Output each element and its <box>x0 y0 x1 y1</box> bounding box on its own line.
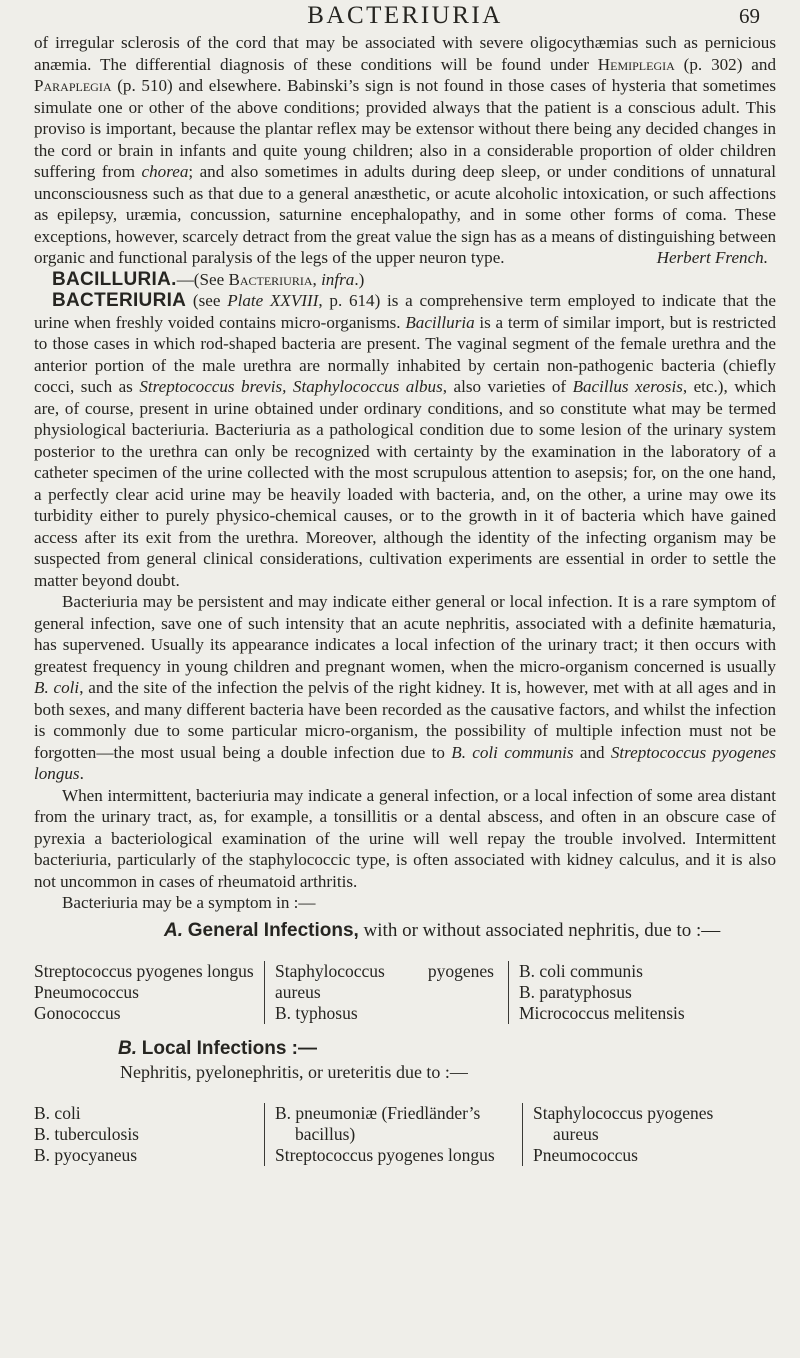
organism-item: B. paratyphosus <box>519 982 632 1002</box>
organism-item: Streptococcus pyogenes longus <box>275 1145 495 1165</box>
organism-item: Staphylococcus pyogenes aureus <box>275 961 494 1002</box>
text-run: . <box>79 764 84 783</box>
page-number: 69 <box>739 4 760 28</box>
text-run: is a term of similar import, but is restricted to those cases in which rod-shaped bacteria are present. The vaginal segment of the female urethra and the anterior portion of the male urethra are normally inhabited by certain non-pathogenic bacteria (chiefly cocci, such as <box>34 312 776 396</box>
text-run: , etc.), which are, of course, present in urine obtained under ordinary conditions, and so constitute what may be termed physiological bacteriuria. Bacteriuria as a pathological condition due to some lesion of the urinary system posterior to the urethra can only be recognized with certainty by the examination in the laboratory of a catheter specimen of the urine collected with the most scrupulous attention to asepsis; for, on the one hand, a perfectly clear acid urine may be heavily loaded with bacteria, and, on the other, a urine may owe its turbidity either to purely physico-chemical causes, or to the growth in it of bacteria which have gained access after its exit from the urethra. Moreover, although the identity of the infecting organism may be suspected from general clinical considerations, cultivation experiments are essential in order to settle the matter beyond doubt. <box>34 377 776 590</box>
section-a-heading <box>34 920 776 942</box>
section-b-heading <box>34 1038 776 1060</box>
organism-column <box>264 1103 522 1166</box>
section-b-label: B. <box>118 1038 137 1059</box>
text-run: (p. 302) and <box>674 54 776 74</box>
text-run: , p. 614) is a comprehensive term employed to indicate that the urine when freshly voided contains micro-organisms. <box>34 291 777 332</box>
paragraph-intermittent <box>34 785 776 893</box>
entry-bacilluria <box>34 269 776 291</box>
text-run: Bacteriuria may be a symptom in :— <box>62 893 316 912</box>
organism-item: B. pyocyaneus <box>34 1145 138 1165</box>
section-a-label: A. <box>164 919 183 941</box>
headword-bacilluria: BACILLURIA. <box>52 268 177 290</box>
term-b-coli: B. coli <box>34 678 80 697</box>
cross-reference-paraplegia: Paraplegia <box>34 76 112 95</box>
organism-item: bacillus) <box>295 1124 356 1144</box>
text-run: —(See <box>176 269 229 289</box>
term-infra: infra <box>321 269 355 289</box>
organism-item: B. tuberculosis <box>34 1124 139 1144</box>
organism-item: Micrococcus melitensis <box>519 1003 685 1023</box>
text-run: When intermittent, bacteriuria may indicate a general infection, or a local infection of some area distant from the urinary tract, as, for example, a tonsillitis or a dental abscess, and often in an obscure case of pyrexia a bacteriological examination of the urine will well repay the trouble involved. Intermittent bacteriuria, particularly of the staphylococcic type, is often associated with kidney calculus, and it is also not uncommon in cases of rheumatoid arthritis. <box>34 785 776 891</box>
organism-column <box>522 1103 748 1166</box>
article-body <box>34 32 776 1166</box>
intro-paragraph <box>34 32 776 269</box>
text-run: , also varieties of <box>442 377 573 396</box>
cross-reference-bacteriuria: Bacteriuria <box>228 269 313 289</box>
organism-item: Gonococcus <box>34 1003 121 1023</box>
section-b-title: Local Infections :— <box>141 1038 317 1059</box>
section-a-title: General Infections, <box>187 919 359 941</box>
text-run: (p. 510) and elsewhere. Babinski’s sign is not found in those cases of hysteria that sometimes simulate one or other of the above conditions; provided always that the patient is a conscious adult. This proviso is important, because the plantar reflex may be extensor without there being any decided changes in the cord or brain in infants and quite young children; also in a considerable proportion of older children suffering from <box>34 76 776 181</box>
organism-item: B. coli communis <box>519 961 643 981</box>
organism-item: Pneumococcus <box>533 1145 638 1165</box>
term-b-coli-communis: B. coli communis <box>451 742 574 762</box>
author-signature: Herbert French. <box>656 248 768 267</box>
organism-item: B. coli <box>34 1103 81 1123</box>
cross-reference-hemiplegia: Hemiplegia <box>597 54 675 74</box>
term-streptococcus-longus: Streptococcus pyogenes longus <box>34 742 777 783</box>
section-a-rest: with or without associated nephritis, due to :— <box>358 919 721 941</box>
organism-item: Staphylococcus pyogenes <box>533 1103 714 1123</box>
term-bacillus-xerosis: Bacillus xerosis <box>572 377 683 396</box>
headword-bacteriuria: BACTERIURIA <box>52 290 187 311</box>
organism-column <box>34 961 264 1024</box>
running-title: BACTERIURIA <box>307 2 503 29</box>
running-header <box>34 0 776 32</box>
paragraph-symptom-intro <box>34 892 776 914</box>
plate-reference: Plate XXVIII <box>227 291 319 310</box>
term-streptococcus-brevis: Streptococcus brevis, Staphylococcus albus <box>139 377 443 396</box>
text-run: , and the site of the infection the pelvis of the right kidney. It is, however, met with at all ages and in both sexes, and many different bacteria have been recorded as the causative factors, and whilst the infection is commonly due to some particular micro-organism, the possibility of multiple infection must not be forgotten—the most usual being a double infection due to <box>34 678 776 762</box>
general-infections-organisms <box>34 961 776 1024</box>
organism-item: aureus <box>553 1124 599 1144</box>
paragraph-persistent <box>34 591 776 785</box>
text-run: , <box>312 269 322 289</box>
text-run: .) <box>354 269 365 289</box>
text-run: ; and also sometimes in adults during deep sleep, or under conditions of unnatural unconsciousness such as that due to a general anæsthetic, or acute alcoholic intoxication, or such affections as epilepsy, uræmia, concussion, saturnine encephalopathy, and in some other forms of coma. These exceptions, however, scarcely detract from the great value the sign has as a means of distinguishing between organic and functional paralysis of the legs of the upper neuron type. <box>34 162 777 267</box>
local-infections-organisms <box>34 1103 776 1166</box>
entry-bacteriuria <box>34 290 776 591</box>
organism-column <box>34 1103 264 1166</box>
organism-item: B. pneumoniæ (Friedländer’s <box>275 1103 481 1123</box>
organism-column <box>264 961 508 1024</box>
organism-item: Pneumococcus <box>34 982 139 1002</box>
term-bacilluria: Bacilluria <box>405 312 475 332</box>
term-chorea: chorea <box>141 162 189 181</box>
organism-column <box>508 961 748 1024</box>
section-b-subheading: Nephritis, pyelonephritis, or ureteritis due to :— <box>120 1061 468 1082</box>
organism-item: B. typhosus <box>275 1003 358 1023</box>
text-run: and <box>573 742 611 762</box>
text-run: of irregular sclerosis of the cord that may be associated with severe oligocythæmias such as pernicious anæmia. The differential diagnosis of these conditions will be found under <box>34 33 776 74</box>
text-run: Bacteriuria may be persistent and may indicate either general or local infection. It is a rare symptom of general infection, save one of such intensity that an acute nephritis, associated with a definite hæmaturia, has supervened. Usually its appearance indicates a local infection of the urinary tract; it then occurs with greatest frequency in young children and pregnant women, when the micro-organism concerned is usually <box>34 592 776 676</box>
organism-item: Streptococcus pyogenes longus <box>34 961 254 981</box>
text-run: (see <box>186 291 228 310</box>
